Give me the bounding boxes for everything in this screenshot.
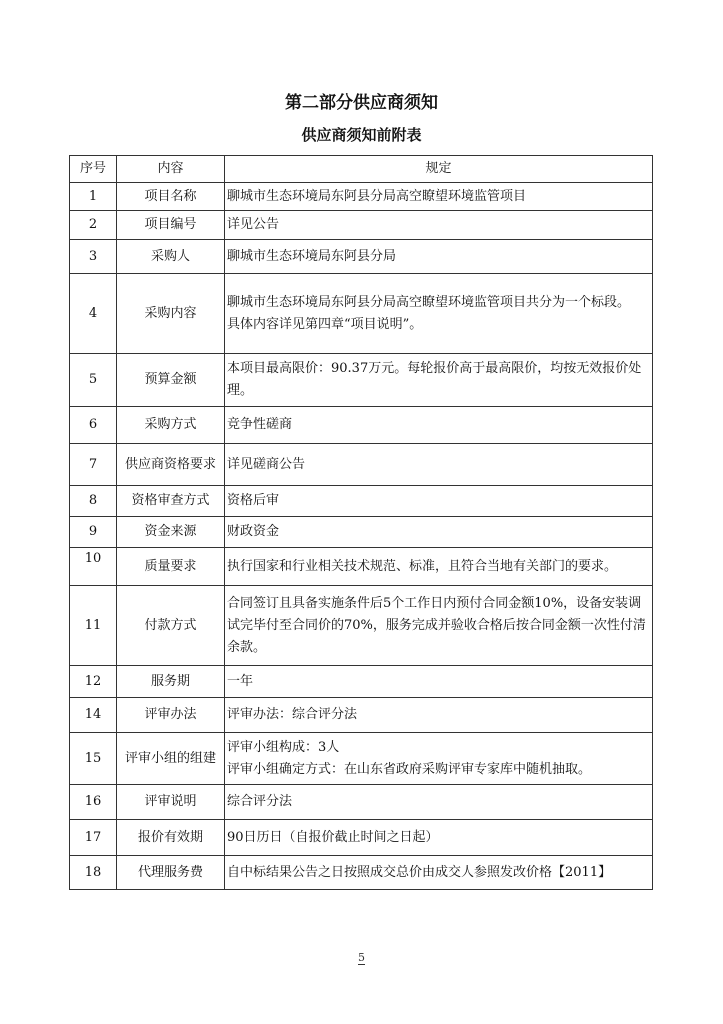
rule-line: 资格后审: [227, 493, 280, 508]
row-number: 12: [70, 666, 117, 698]
row-number: 16: [70, 785, 117, 820]
row-item: 项目编号: [117, 211, 225, 240]
row-item: 项目名称: [117, 183, 225, 211]
table-row: [70, 354, 653, 407]
row-number: 5: [70, 354, 117, 407]
table-row: [70, 517, 653, 548]
row-rule: [225, 354, 653, 407]
rule-line: 自中标结果公告之日按照成交总价由成交人参照发改价格【2011】: [227, 864, 612, 880]
rule-line: 聊城市生态环境局东阿县分局: [227, 248, 397, 264]
rule-line: 一年: [227, 673, 254, 689]
row-number: 18: [70, 856, 117, 890]
row-rule: [225, 820, 653, 856]
row-item: 报价有效期: [117, 820, 225, 856]
rule-line: 评审小组确定方式：在山东省政府采购评审专家库中随机抽取。: [227, 761, 592, 777]
row-item: 资金来源: [117, 517, 225, 548]
row-item: 供应商资格要求: [117, 444, 225, 486]
header-rule: 规定: [225, 156, 653, 183]
table-row: [70, 240, 653, 274]
table-row: [70, 666, 653, 698]
row-rule: [225, 698, 653, 733]
rule-line: 聊城市生态环境局东阿县分局高空瞭望环境监管项目: [227, 188, 527, 204]
rule-line: 财政资金: [227, 524, 280, 539]
row-rule: [225, 274, 653, 354]
row-item: 服务期: [117, 666, 225, 698]
row-rule: [225, 211, 653, 240]
table-title: 供应商须知前附表: [301, 126, 422, 144]
row-number: 17: [70, 820, 117, 856]
row-item: 评审办法: [117, 698, 225, 733]
table-row: [70, 733, 653, 785]
table-row: [70, 586, 653, 666]
row-number: 11: [70, 586, 117, 666]
row-rule: [225, 666, 653, 698]
row-rule: [225, 548, 653, 586]
rule-line: 本项目最高限价：90.37万元。每轮报价高于最高限价，均按无效报价处理。: [227, 361, 642, 398]
row-item: 预算金额: [117, 354, 225, 407]
rule-line: 评审办法：综合评分法: [227, 707, 358, 722]
row-item: 采购人: [117, 240, 225, 274]
row-rule: [225, 856, 653, 890]
rule-line: 聊城市生态环境局东阿县分局高空瞭望环境监管项目共分为一个标段。: [227, 294, 631, 310]
table-body: [70, 183, 653, 890]
row-number: 2: [70, 211, 117, 240]
row-number: 8: [70, 486, 117, 517]
rule-line: 综合评分法: [227, 794, 293, 809]
table-row: [70, 856, 653, 890]
row-number: 14: [70, 698, 117, 733]
rule-line: 详见磋商公告: [227, 456, 306, 472]
rule-line: 评审小组构成：3人: [227, 739, 340, 755]
table-row: [70, 698, 653, 733]
row-number: 3: [70, 240, 117, 274]
row-number: 6: [70, 407, 117, 444]
row-rule: [225, 240, 653, 274]
table-row: [70, 407, 653, 444]
header-item: 内容: [117, 156, 225, 183]
row-number: 15: [70, 733, 117, 785]
row-rule: [225, 183, 653, 211]
row-item: 资格审查方式: [117, 486, 225, 517]
row-item: 代理服务费: [117, 856, 225, 890]
row-rule: [225, 586, 653, 666]
page-number: [0, 951, 723, 964]
rule-line: 执行国家和行业相关技术规范、标准，且符合当地有关部门的要求。: [227, 558, 618, 574]
table-row: [70, 785, 653, 820]
table-row: [70, 211, 653, 240]
row-number: 1: [70, 183, 117, 211]
row-number: 7: [70, 444, 117, 486]
row-item: 采购方式: [117, 407, 225, 444]
row-item: 评审小组的组建: [117, 733, 225, 785]
table-row: [70, 274, 653, 354]
table-header-row: [70, 156, 653, 183]
row-number: 9: [70, 517, 117, 548]
rule-line: 90日历日（自报价截止时间之日起）: [227, 829, 439, 845]
row-rule: [225, 785, 653, 820]
page-number-text: 5: [358, 951, 365, 964]
rule-line: 详见公告: [227, 217, 280, 232]
row-rule: [225, 486, 653, 517]
row-number: 4: [70, 274, 117, 354]
rule-line: 竞争性磋商: [227, 417, 293, 432]
row-rule: [225, 517, 653, 548]
row-number: 10: [70, 548, 117, 586]
row-rule: [225, 733, 653, 785]
row-rule: [225, 444, 653, 486]
row-item: 采购内容: [117, 274, 225, 354]
row-rule: [225, 407, 653, 444]
rule-line: 具体内容详见第四章“项目说明”。: [227, 316, 423, 332]
row-item: 付款方式: [117, 586, 225, 666]
table-row: [70, 183, 653, 211]
table-row: [70, 820, 653, 856]
table-row: [70, 486, 653, 517]
table-row: [70, 444, 653, 486]
supplier-notice-table: [69, 155, 653, 890]
header-num: 序号: [70, 156, 117, 183]
table-row: [70, 548, 653, 586]
row-item: 质量要求: [117, 548, 225, 586]
row-item: 评审说明: [117, 785, 225, 820]
document-title: 第二部分供应商须知: [285, 93, 438, 113]
rule-line: 合同签订且具备实施条件后5个工作日内预付合同金额10%，设备安装调试完毕付至合同价的70%，服务完成并验收合格后按合同金额一次性付清余款。: [227, 595, 646, 655]
